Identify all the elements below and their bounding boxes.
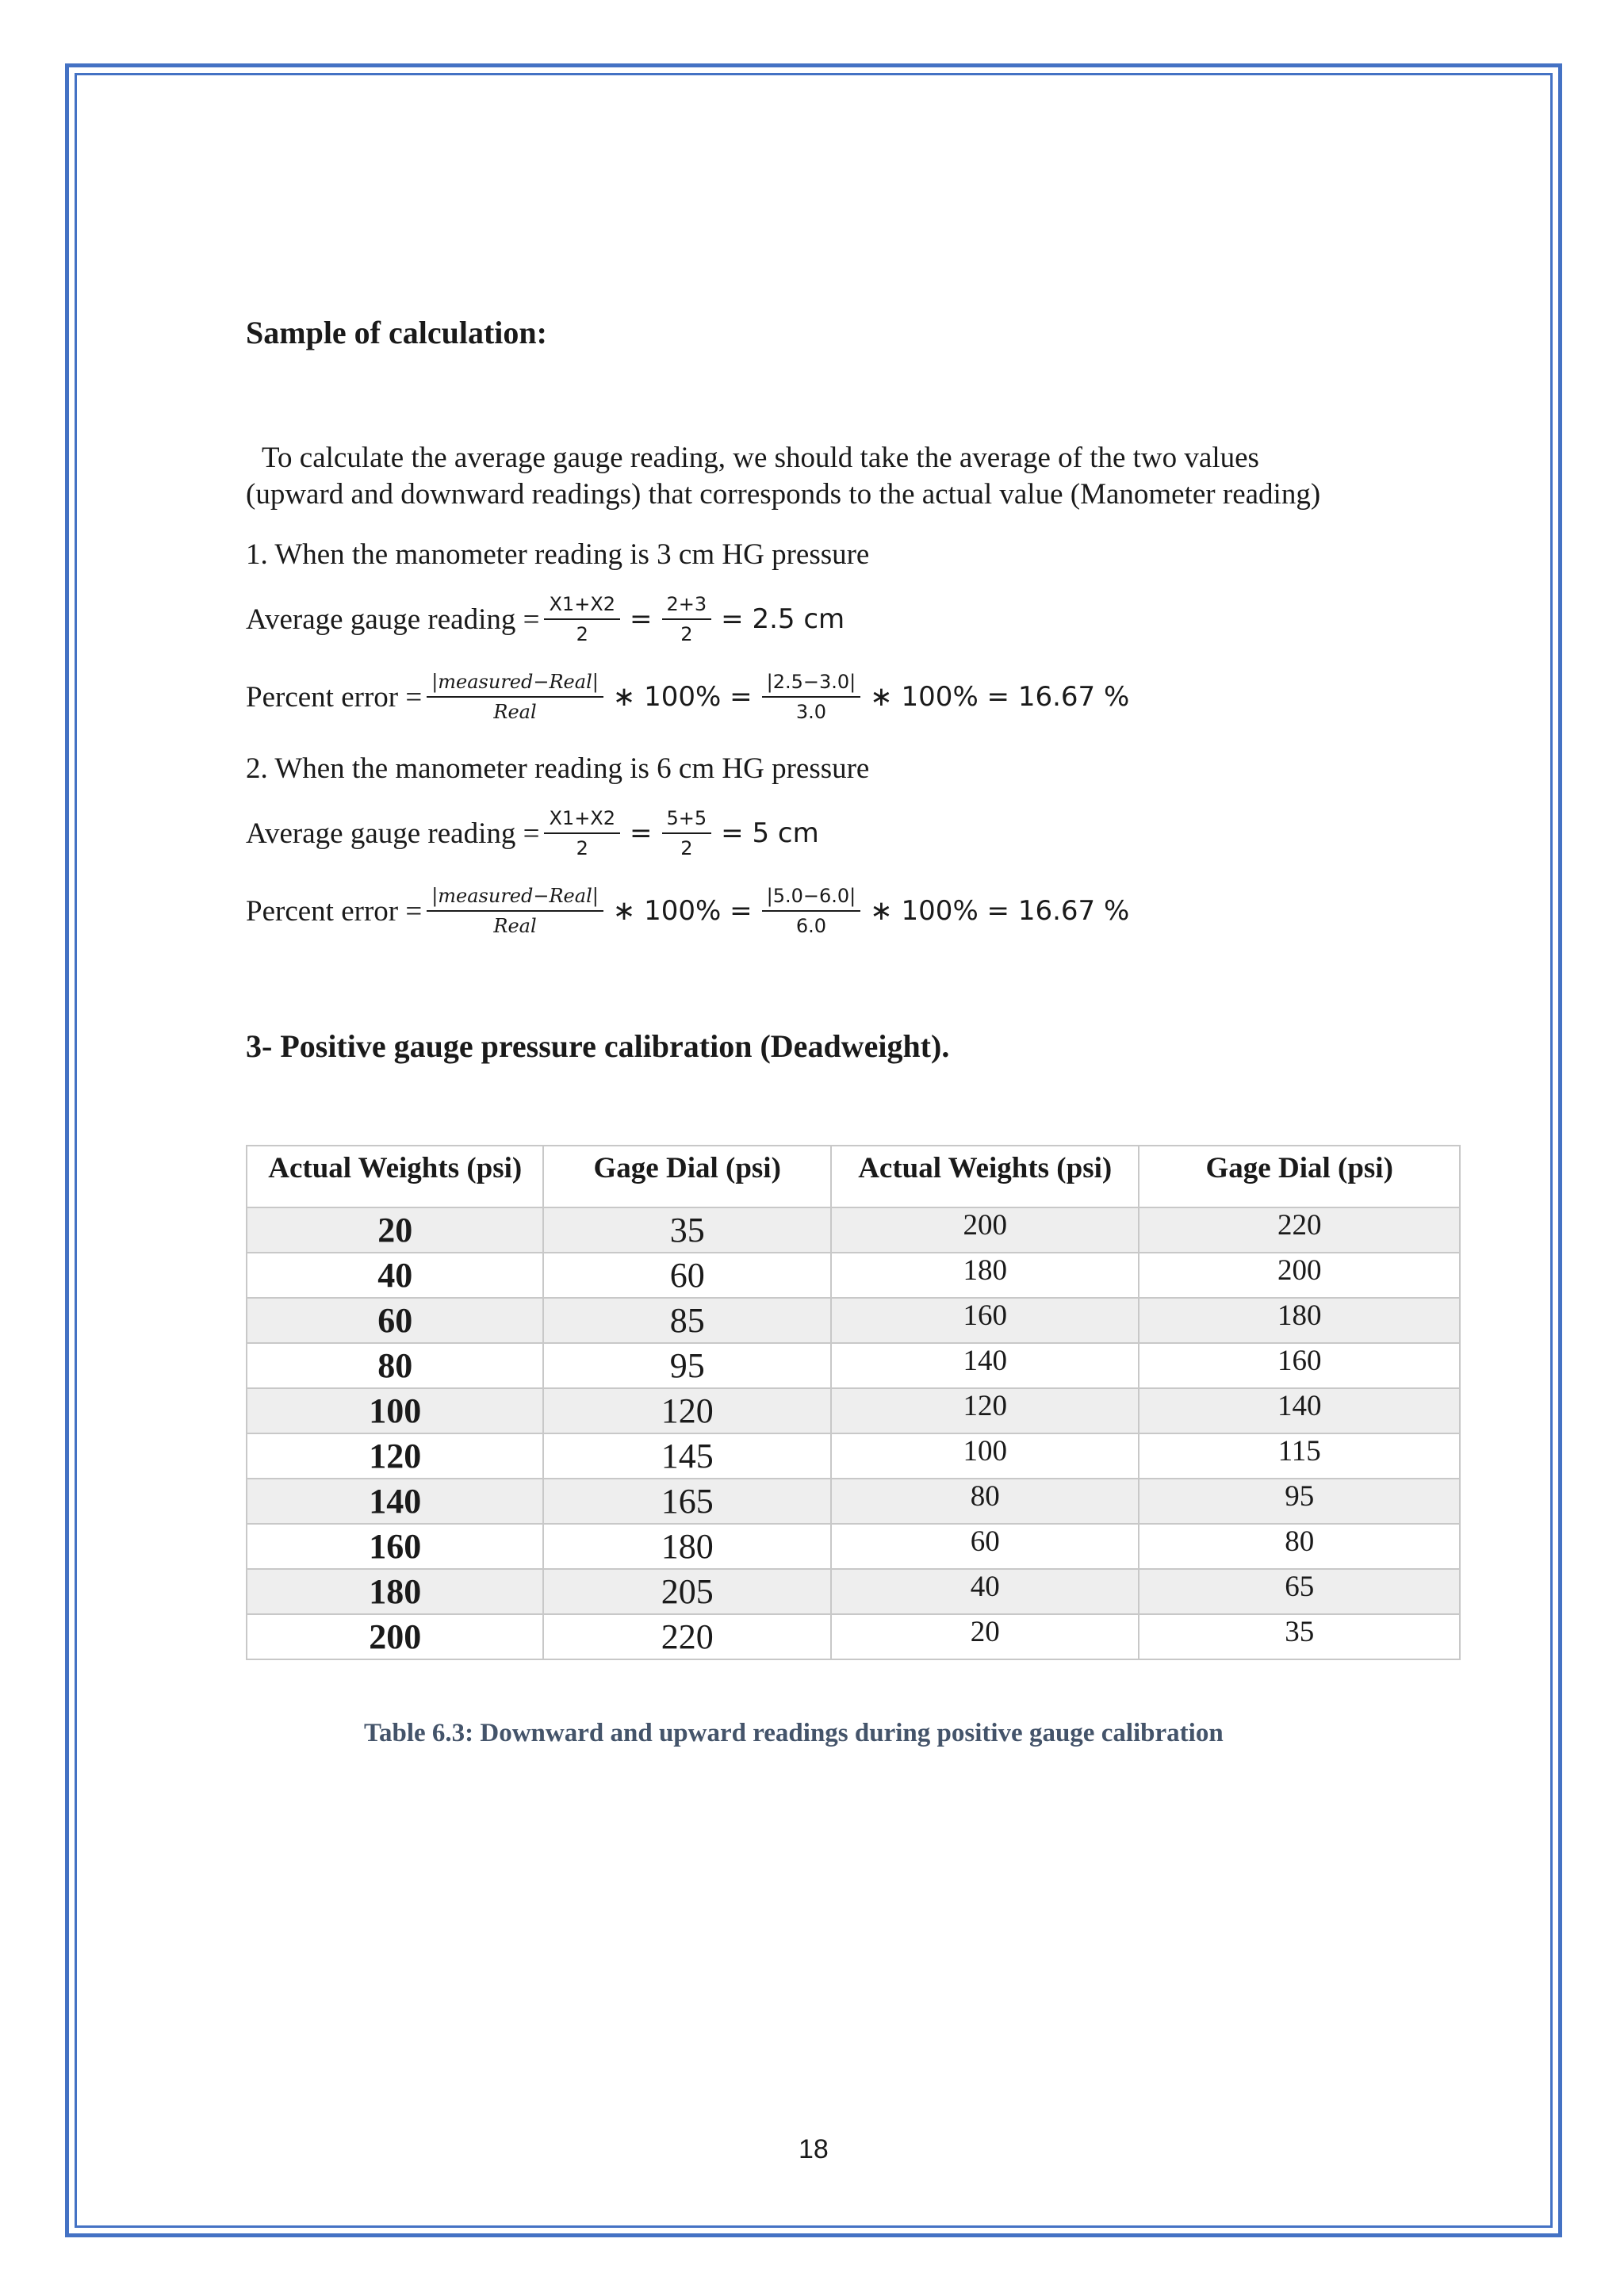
fraction-denominator: 2 <box>576 623 588 645</box>
table-cell: 35 <box>1139 1614 1460 1659</box>
table-cell: 205 <box>543 1569 830 1614</box>
table-cell: 120 <box>831 1388 1139 1433</box>
section-3-title: 3- Positive gauge pressure calibration (Deadweight). <box>246 1028 950 1064</box>
table-row <box>247 1207 1460 1253</box>
table-cell: 200 <box>1139 1253 1460 1298</box>
table-cell: 100 <box>831 1433 1139 1479</box>
section-heading: Sample of calculation: <box>246 315 547 350</box>
case1-title: 1. When the manometer reading is 3 cm HG pressure <box>246 538 870 571</box>
case2-err-fraction-1 <box>427 885 603 937</box>
table-caption: Table 6.3: Downward and upward readings during positive gauge calibration <box>364 1719 1224 1747</box>
table-row <box>247 1479 1460 1524</box>
fraction-numerator: X1+X2 <box>544 807 620 834</box>
table-cell: 40 <box>247 1253 543 1298</box>
table-cell: 100 <box>247 1388 543 1433</box>
table-cell: 80 <box>831 1479 1139 1524</box>
case2-err-result: ∗ 100% = 16.67 % <box>870 895 1130 927</box>
case1-err-result: ∗ 100% = 16.67 % <box>870 681 1130 713</box>
table-cell: 220 <box>543 1614 830 1659</box>
case2-avg-label: Average gauge reading = <box>246 817 540 850</box>
case2-average-equation <box>246 807 824 859</box>
intro-line-1: To calculate the average gauge reading, we should take the average of the two values <box>262 442 1259 474</box>
equals-sign: = <box>630 817 653 849</box>
fraction-denominator: 3.0 <box>795 701 827 723</box>
table-cell: 200 <box>831 1207 1139 1253</box>
case2-error-equation <box>246 885 1134 937</box>
fraction-numerator: |2.5−3.0| <box>762 671 861 698</box>
table-cell: 160 <box>831 1298 1139 1343</box>
table-cell: 115 <box>1139 1433 1460 1479</box>
table-cell: 140 <box>1139 1388 1460 1433</box>
table-cell: 80 <box>247 1343 543 1388</box>
table-row <box>247 1614 1460 1659</box>
table-row <box>247 1298 1460 1343</box>
table-cell: 95 <box>543 1343 830 1388</box>
case1-err-label: Percent error = <box>246 680 423 714</box>
table-cell: 95 <box>1139 1479 1460 1524</box>
fraction-denominator: 2 <box>680 837 693 859</box>
case2-title: 2. When the manometer reading is 6 cm HG pressure <box>246 752 870 785</box>
page-number: 18 <box>799 2134 829 2164</box>
fraction-numerator: |5.0−6.0| <box>762 885 861 912</box>
case2-err-mid: ∗ 100% = <box>612 895 753 927</box>
table-cell: 180 <box>1139 1298 1460 1343</box>
case2-err-fraction-2 <box>762 885 861 937</box>
table-cell: 160 <box>1139 1343 1460 1388</box>
table-cell: 40 <box>831 1569 1139 1614</box>
case1-average-equation <box>246 593 849 645</box>
case1-err-fraction-2 <box>762 671 861 723</box>
case2-avg-fraction-1 <box>544 807 620 859</box>
column-header: Actual Weights (psi) <box>247 1146 543 1207</box>
table-cell: 140 <box>831 1343 1139 1388</box>
case2-err-label: Percent error = <box>246 894 423 928</box>
case2-avg-fraction-2 <box>662 807 712 859</box>
table-row <box>247 1343 1460 1388</box>
table-cell: 200 <box>247 1614 543 1659</box>
intro-line-2: (upward and downward readings) that corresponds to the actual value (Manometer reading) <box>246 478 1321 511</box>
table-cell: 80 <box>1139 1524 1460 1569</box>
column-header: Gage Dial (psi) <box>543 1146 830 1207</box>
table-cell: 60 <box>543 1253 830 1298</box>
table-header-row <box>247 1146 1460 1207</box>
table-row <box>247 1388 1460 1433</box>
fraction-denominator: 2 <box>680 623 693 645</box>
case1-err-mid: ∗ 100% = <box>612 681 753 713</box>
table-cell: 20 <box>247 1207 543 1253</box>
fraction-numerator: X1+X2 <box>544 593 620 620</box>
table-cell: 165 <box>543 1479 830 1524</box>
fraction-denominator: 6.0 <box>795 915 827 937</box>
table-cell: 85 <box>543 1298 830 1343</box>
column-header: Actual Weights (psi) <box>831 1146 1139 1207</box>
table-cell: 145 <box>543 1433 830 1479</box>
fraction-denominator: Real <box>493 915 537 937</box>
case1-avg-result: = 2.5 cm <box>721 603 845 635</box>
case2-avg-result: = 5 cm <box>721 817 819 849</box>
case1-avg-fraction-2 <box>662 593 712 645</box>
table-cell: 120 <box>247 1433 543 1479</box>
table-row <box>247 1569 1460 1614</box>
column-header: Gage Dial (psi) <box>1139 1146 1460 1207</box>
table-cell: 160 <box>247 1524 543 1569</box>
fraction-numerator: |measured−Real| <box>427 671 603 698</box>
fraction-denominator: 2 <box>576 837 588 859</box>
case1-avg-fraction-1 <box>544 593 620 645</box>
table-cell: 65 <box>1139 1569 1460 1614</box>
calibration-table <box>246 1145 1461 1660</box>
table-row <box>247 1524 1460 1569</box>
table-cell: 60 <box>831 1524 1139 1569</box>
fraction-numerator: 2+3 <box>662 593 712 620</box>
fraction-denominator: Real <box>493 701 537 723</box>
table-row <box>247 1433 1460 1479</box>
case1-error-equation <box>246 671 1134 723</box>
table-cell: 140 <box>247 1479 543 1524</box>
table-cell: 20 <box>831 1614 1139 1659</box>
table-cell: 35 <box>543 1207 830 1253</box>
case1-err-fraction-1 <box>427 671 603 723</box>
table-cell: 120 <box>543 1388 830 1433</box>
table-row <box>247 1253 1460 1298</box>
equals-sign: = <box>630 603 653 635</box>
fraction-numerator: 5+5 <box>662 807 712 834</box>
table-cell: 220 <box>1139 1207 1460 1253</box>
fraction-numerator: |measured−Real| <box>427 885 603 912</box>
case1-avg-label: Average gauge reading = <box>246 603 540 636</box>
table-cell: 180 <box>543 1524 830 1569</box>
table-cell: 180 <box>831 1253 1139 1298</box>
table-cell: 60 <box>247 1298 543 1343</box>
table-cell: 180 <box>247 1569 543 1614</box>
